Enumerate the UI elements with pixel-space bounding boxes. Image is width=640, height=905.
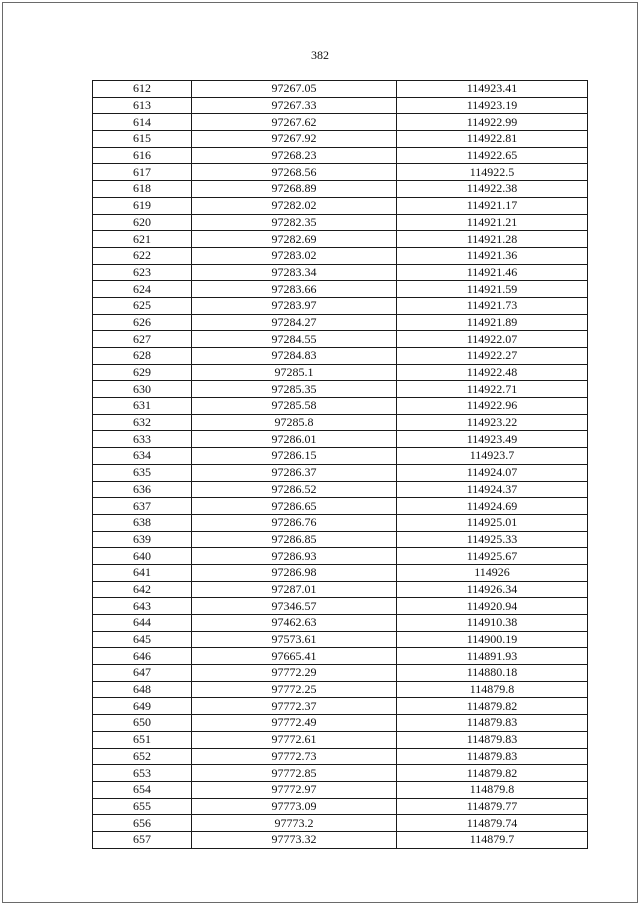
point-number-cell: 642 bbox=[93, 581, 192, 598]
point-number-cell: 626 bbox=[93, 314, 192, 331]
point-number-cell: 638 bbox=[93, 514, 192, 531]
table-row bbox=[93, 414, 588, 431]
point-number-cell: 620 bbox=[93, 214, 192, 231]
table-row bbox=[93, 331, 588, 348]
y-coordinate-cell: 114879.74 bbox=[397, 815, 588, 832]
table-row bbox=[93, 815, 588, 832]
x-coordinate-cell: 97286.37 bbox=[192, 464, 397, 481]
x-coordinate-cell: 97282.35 bbox=[192, 214, 397, 231]
x-coordinate-cell: 97286.93 bbox=[192, 548, 397, 565]
x-coordinate-cell: 97284.27 bbox=[192, 314, 397, 331]
x-coordinate-cell: 97283.66 bbox=[192, 281, 397, 298]
table-row bbox=[93, 665, 588, 682]
table-row bbox=[93, 214, 588, 231]
point-number-cell: 649 bbox=[93, 698, 192, 715]
point-number-cell: 617 bbox=[93, 164, 192, 181]
y-coordinate-cell: 114924.37 bbox=[397, 481, 588, 498]
table-row bbox=[93, 381, 588, 398]
table-row bbox=[93, 114, 588, 131]
table-row bbox=[93, 147, 588, 164]
y-coordinate-cell: 114879.82 bbox=[397, 765, 588, 782]
point-number-cell: 612 bbox=[93, 81, 192, 98]
table-row bbox=[93, 581, 588, 598]
x-coordinate-cell: 97773.2 bbox=[192, 815, 397, 832]
x-coordinate-cell: 97285.8 bbox=[192, 414, 397, 431]
table-row bbox=[93, 364, 588, 381]
x-coordinate-cell: 97267.92 bbox=[192, 131, 397, 148]
y-coordinate-cell: 114923.22 bbox=[397, 414, 588, 431]
y-coordinate-cell: 114910.38 bbox=[397, 615, 588, 632]
y-coordinate-cell: 114921.28 bbox=[397, 231, 588, 248]
table-row bbox=[93, 97, 588, 114]
x-coordinate-cell: 97282.69 bbox=[192, 231, 397, 248]
y-coordinate-cell: 114923.7 bbox=[397, 448, 588, 465]
y-coordinate-cell: 114922.99 bbox=[397, 114, 588, 131]
x-coordinate-cell: 97285.1 bbox=[192, 364, 397, 381]
table-row bbox=[93, 698, 588, 715]
coordinates-table bbox=[92, 80, 588, 849]
y-coordinate-cell: 114925.01 bbox=[397, 514, 588, 531]
point-number-cell: 646 bbox=[93, 648, 192, 665]
point-number-cell: 623 bbox=[93, 264, 192, 281]
x-coordinate-cell: 97573.61 bbox=[192, 631, 397, 648]
y-coordinate-cell: 114925.33 bbox=[397, 531, 588, 548]
point-number-cell: 641 bbox=[93, 564, 192, 581]
x-coordinate-cell: 97285.58 bbox=[192, 398, 397, 415]
point-number-cell: 656 bbox=[93, 815, 192, 832]
x-coordinate-cell: 97286.01 bbox=[192, 431, 397, 448]
point-number-cell: 618 bbox=[93, 181, 192, 198]
y-coordinate-cell: 114922.38 bbox=[397, 181, 588, 198]
x-coordinate-cell: 97772.37 bbox=[192, 698, 397, 715]
table-row bbox=[93, 247, 588, 264]
table-row bbox=[93, 548, 588, 565]
x-coordinate-cell: 97286.65 bbox=[192, 498, 397, 515]
y-coordinate-cell: 114879.8 bbox=[397, 781, 588, 798]
x-coordinate-cell: 97283.34 bbox=[192, 264, 397, 281]
point-number-cell: 634 bbox=[93, 448, 192, 465]
point-number-cell: 636 bbox=[93, 481, 192, 498]
x-coordinate-cell: 97772.85 bbox=[192, 765, 397, 782]
x-coordinate-cell: 97267.33 bbox=[192, 97, 397, 114]
y-coordinate-cell: 114922.71 bbox=[397, 381, 588, 398]
table-row bbox=[93, 81, 588, 98]
table-row bbox=[93, 264, 588, 281]
point-number-cell: 652 bbox=[93, 748, 192, 765]
x-coordinate-cell: 97773.32 bbox=[192, 831, 397, 848]
table-row bbox=[93, 448, 588, 465]
y-coordinate-cell: 114921.17 bbox=[397, 197, 588, 214]
point-number-cell: 625 bbox=[93, 297, 192, 314]
table-row bbox=[93, 731, 588, 748]
point-number-cell: 648 bbox=[93, 681, 192, 698]
point-number-cell: 619 bbox=[93, 197, 192, 214]
x-coordinate-cell: 97284.83 bbox=[192, 348, 397, 365]
y-coordinate-cell: 114921.59 bbox=[397, 281, 588, 298]
point-number-cell: 630 bbox=[93, 381, 192, 398]
point-number-cell: 653 bbox=[93, 765, 192, 782]
y-coordinate-cell: 114924.07 bbox=[397, 464, 588, 481]
y-coordinate-cell: 114879.83 bbox=[397, 731, 588, 748]
x-coordinate-cell: 97268.56 bbox=[192, 164, 397, 181]
y-coordinate-cell: 114922.5 bbox=[397, 164, 588, 181]
point-number-cell: 635 bbox=[93, 464, 192, 481]
y-coordinate-cell: 114924.69 bbox=[397, 498, 588, 515]
y-coordinate-cell: 114921.36 bbox=[397, 247, 588, 264]
y-coordinate-cell: 114921.46 bbox=[397, 264, 588, 281]
x-coordinate-cell: 97267.05 bbox=[192, 81, 397, 98]
x-coordinate-cell: 97773.09 bbox=[192, 798, 397, 815]
point-number-cell: 621 bbox=[93, 231, 192, 248]
point-number-cell: 654 bbox=[93, 781, 192, 798]
table-row bbox=[93, 765, 588, 782]
point-number-cell: 624 bbox=[93, 281, 192, 298]
table-body bbox=[93, 81, 588, 849]
y-coordinate-cell: 114891.93 bbox=[397, 648, 588, 665]
x-coordinate-cell: 97286.52 bbox=[192, 481, 397, 498]
point-number-cell: 639 bbox=[93, 531, 192, 548]
y-coordinate-cell: 114922.96 bbox=[397, 398, 588, 415]
point-number-cell: 613 bbox=[93, 97, 192, 114]
y-coordinate-cell: 114900.19 bbox=[397, 631, 588, 648]
table-row bbox=[93, 748, 588, 765]
y-coordinate-cell: 114879.83 bbox=[397, 748, 588, 765]
point-number-cell: 622 bbox=[93, 247, 192, 264]
x-coordinate-cell: 97286.76 bbox=[192, 514, 397, 531]
point-number-cell: 657 bbox=[93, 831, 192, 848]
point-number-cell: 633 bbox=[93, 431, 192, 448]
y-coordinate-cell: 114879.83 bbox=[397, 715, 588, 732]
point-number-cell: 640 bbox=[93, 548, 192, 565]
y-coordinate-cell: 114922.07 bbox=[397, 331, 588, 348]
table-row bbox=[93, 398, 588, 415]
point-number-cell: 631 bbox=[93, 398, 192, 415]
y-coordinate-cell: 114920.94 bbox=[397, 598, 588, 615]
x-coordinate-cell: 97283.97 bbox=[192, 297, 397, 314]
y-coordinate-cell: 114923.19 bbox=[397, 97, 588, 114]
table-row bbox=[93, 514, 588, 531]
x-coordinate-cell: 97286.15 bbox=[192, 448, 397, 465]
y-coordinate-cell: 114926 bbox=[397, 564, 588, 581]
table-row bbox=[93, 297, 588, 314]
y-coordinate-cell: 114922.27 bbox=[397, 348, 588, 365]
x-coordinate-cell: 97772.97 bbox=[192, 781, 397, 798]
point-number-cell: 616 bbox=[93, 147, 192, 164]
x-coordinate-cell: 97285.35 bbox=[192, 381, 397, 398]
point-number-cell: 614 bbox=[93, 114, 192, 131]
x-coordinate-cell: 97287.01 bbox=[192, 581, 397, 598]
y-coordinate-cell: 114879.77 bbox=[397, 798, 588, 815]
table-row bbox=[93, 798, 588, 815]
x-coordinate-cell: 97282.02 bbox=[192, 197, 397, 214]
x-coordinate-cell: 97286.98 bbox=[192, 564, 397, 581]
y-coordinate-cell: 114926.34 bbox=[397, 581, 588, 598]
table-row bbox=[93, 648, 588, 665]
point-number-cell: 637 bbox=[93, 498, 192, 515]
x-coordinate-cell: 97772.49 bbox=[192, 715, 397, 732]
x-coordinate-cell: 97268.89 bbox=[192, 181, 397, 198]
y-coordinate-cell: 114879.7 bbox=[397, 831, 588, 848]
x-coordinate-cell: 97665.41 bbox=[192, 648, 397, 665]
point-number-cell: 628 bbox=[93, 348, 192, 365]
table-row bbox=[93, 681, 588, 698]
table-row bbox=[93, 631, 588, 648]
x-coordinate-cell: 97284.55 bbox=[192, 331, 397, 348]
table-row bbox=[93, 498, 588, 515]
point-number-cell: 647 bbox=[93, 665, 192, 682]
y-coordinate-cell: 114923.49 bbox=[397, 431, 588, 448]
y-coordinate-cell: 114922.65 bbox=[397, 147, 588, 164]
point-number-cell: 651 bbox=[93, 731, 192, 748]
x-coordinate-cell: 97772.25 bbox=[192, 681, 397, 698]
table-row bbox=[93, 564, 588, 581]
x-coordinate-cell: 97462.63 bbox=[192, 615, 397, 632]
table-row bbox=[93, 781, 588, 798]
y-coordinate-cell: 114880.18 bbox=[397, 665, 588, 682]
table-row bbox=[93, 197, 588, 214]
x-coordinate-cell: 97267.62 bbox=[192, 114, 397, 131]
table-row bbox=[93, 715, 588, 732]
table-row bbox=[93, 181, 588, 198]
table-row bbox=[93, 431, 588, 448]
x-coordinate-cell: 97283.02 bbox=[192, 247, 397, 264]
table-row bbox=[93, 615, 588, 632]
point-number-cell: 645 bbox=[93, 631, 192, 648]
y-coordinate-cell: 114925.67 bbox=[397, 548, 588, 565]
x-coordinate-cell: 97772.29 bbox=[192, 665, 397, 682]
table-row bbox=[93, 314, 588, 331]
point-number-cell: 655 bbox=[93, 798, 192, 815]
table-row bbox=[93, 164, 588, 181]
table-row bbox=[93, 231, 588, 248]
point-number-cell: 632 bbox=[93, 414, 192, 431]
y-coordinate-cell: 114879.82 bbox=[397, 698, 588, 715]
y-coordinate-cell: 114922.48 bbox=[397, 364, 588, 381]
x-coordinate-cell: 97268.23 bbox=[192, 147, 397, 164]
point-number-cell: 643 bbox=[93, 598, 192, 615]
y-coordinate-cell: 114921.89 bbox=[397, 314, 588, 331]
x-coordinate-cell: 97772.73 bbox=[192, 748, 397, 765]
table-row bbox=[93, 131, 588, 148]
y-coordinate-cell: 114922.81 bbox=[397, 131, 588, 148]
table-row bbox=[93, 598, 588, 615]
table-row bbox=[93, 531, 588, 548]
point-number-cell: 627 bbox=[93, 331, 192, 348]
y-coordinate-cell: 114921.73 bbox=[397, 297, 588, 314]
x-coordinate-cell: 97772.61 bbox=[192, 731, 397, 748]
y-coordinate-cell: 114921.21 bbox=[397, 214, 588, 231]
x-coordinate-cell: 97346.57 bbox=[192, 598, 397, 615]
point-number-cell: 644 bbox=[93, 615, 192, 632]
y-coordinate-cell: 114879.8 bbox=[397, 681, 588, 698]
point-number-cell: 615 bbox=[93, 131, 192, 148]
table-row bbox=[93, 481, 588, 498]
point-number-cell: 629 bbox=[93, 364, 192, 381]
table-row bbox=[93, 464, 588, 481]
page-number: 382 bbox=[311, 48, 329, 62]
table-row bbox=[93, 281, 588, 298]
table-row bbox=[93, 831, 588, 848]
table-row bbox=[93, 348, 588, 365]
x-coordinate-cell: 97286.85 bbox=[192, 531, 397, 548]
y-coordinate-cell: 114923.41 bbox=[397, 81, 588, 98]
point-number-cell: 650 bbox=[93, 715, 192, 732]
